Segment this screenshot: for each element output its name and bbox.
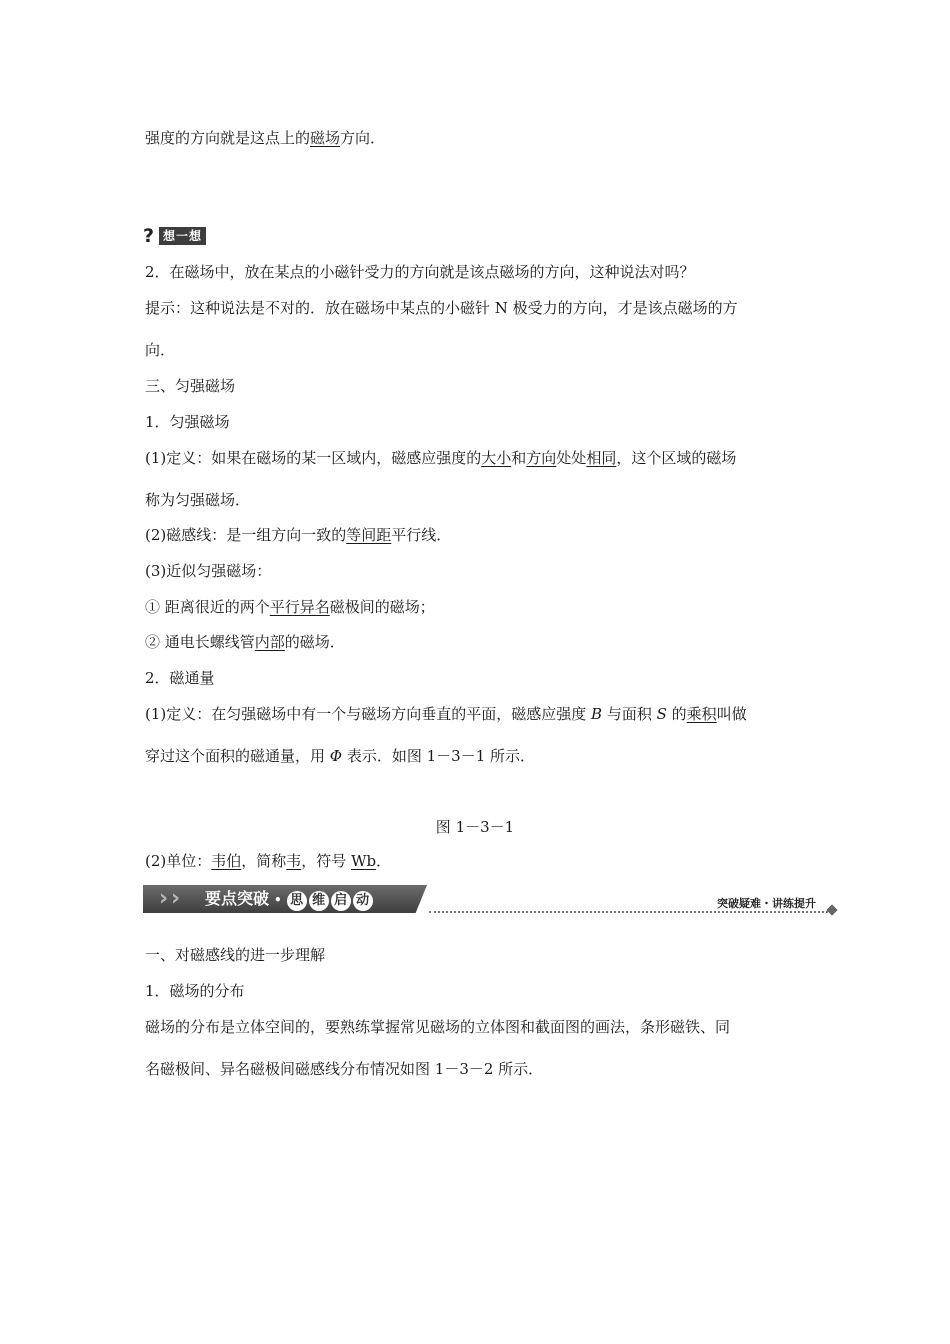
blank-answer: 大小 [481, 449, 512, 467]
blank-answer: Wb [351, 852, 377, 870]
definition: 称为匀强磁场． [145, 491, 251, 509]
question: 2．在磁场中，放在某点的小磁针受力的方向就是该点磁场的方向，这种说法对吗？ [145, 263, 695, 281]
think-marker [143, 226, 206, 246]
blank-answer: 韦伯 [211, 852, 242, 870]
question-mark-icon: ? [143, 225, 155, 247]
blank-answer: 等间距 [346, 526, 392, 544]
blank-answer: 乘积 [686, 705, 717, 723]
chevron-right-icon: › [171, 886, 181, 911]
text-line: (3)近似匀强磁场： [145, 562, 272, 580]
blank-answer: 平行异名 [269, 598, 330, 616]
subheading: 2．磁通量 [145, 669, 215, 687]
banner-title: 要点突破 • 思 维 启 动 [205, 889, 375, 911]
definition: (1)定义：如果在磁场的某一区域内，磁感应强度的大小和方向处处相同，这个区域的磁场 [145, 449, 737, 467]
blank-answer: 相同 [586, 449, 617, 467]
text-line: (2)磁感线：是一组方向一致的等间距平行线． [145, 526, 452, 544]
paragraph-line: 名磁极间、异名磁极间磁感线分布情况如图 1－3－2 所示． [145, 1060, 544, 1078]
paragraph-line: 磁场的分布是立体空间的，要熟练掌握常见磁场的立体图和截面图的画法，条形磁铁、同 [145, 1018, 731, 1036]
banner-subtitle: 突破疑难・讲练提升 [717, 897, 816, 910]
blank-answer: 韦 [286, 852, 302, 870]
hint-line: 向． [145, 341, 176, 359]
subheading: 1．磁场的分布 [145, 982, 245, 1000]
subheading: 1．匀强磁场 [145, 413, 230, 431]
section-heading: 三、匀强磁场 [145, 377, 236, 395]
figure-caption: 图 1－3－1 [435, 818, 515, 836]
chevron-right-icon: › [159, 886, 169, 911]
definition: (1)定义：在匀强磁场中有一个与磁场方向垂直的平面，磁感应强度 B 与面积 S 的乘积叫做 [145, 705, 747, 723]
dotted-divider [429, 911, 828, 913]
blank-answer: 方向 [526, 449, 557, 467]
text-line: 强度的方向就是这点上的磁场方向． [145, 129, 386, 147]
section-heading: 一、对磁感线的进一步理解 [145, 946, 326, 964]
think-label: 想一想 [159, 227, 206, 245]
diamond-icon [826, 904, 837, 915]
list-item: ① 距离很近的两个平行异名磁极间的磁场； [145, 598, 435, 616]
blank-answer: 磁场 [310, 129, 341, 147]
list-item: ② 通电长螺线管内部的磁场． [145, 633, 345, 651]
blank-answer: 内部 [254, 633, 285, 651]
text-line: (2)单位：韦伯，简称韦，符号 Wb． [145, 852, 392, 870]
definition: 穿过这个面积的磁通量，用 Φ 表示．如图 1－3－1 所示． [145, 747, 536, 765]
section-banner [143, 885, 838, 915]
hint-line: 提示：这种说法是不对的．放在磁场中某点的小磁针 N 极受力的方向，才是该点磁场的方 [145, 299, 738, 317]
